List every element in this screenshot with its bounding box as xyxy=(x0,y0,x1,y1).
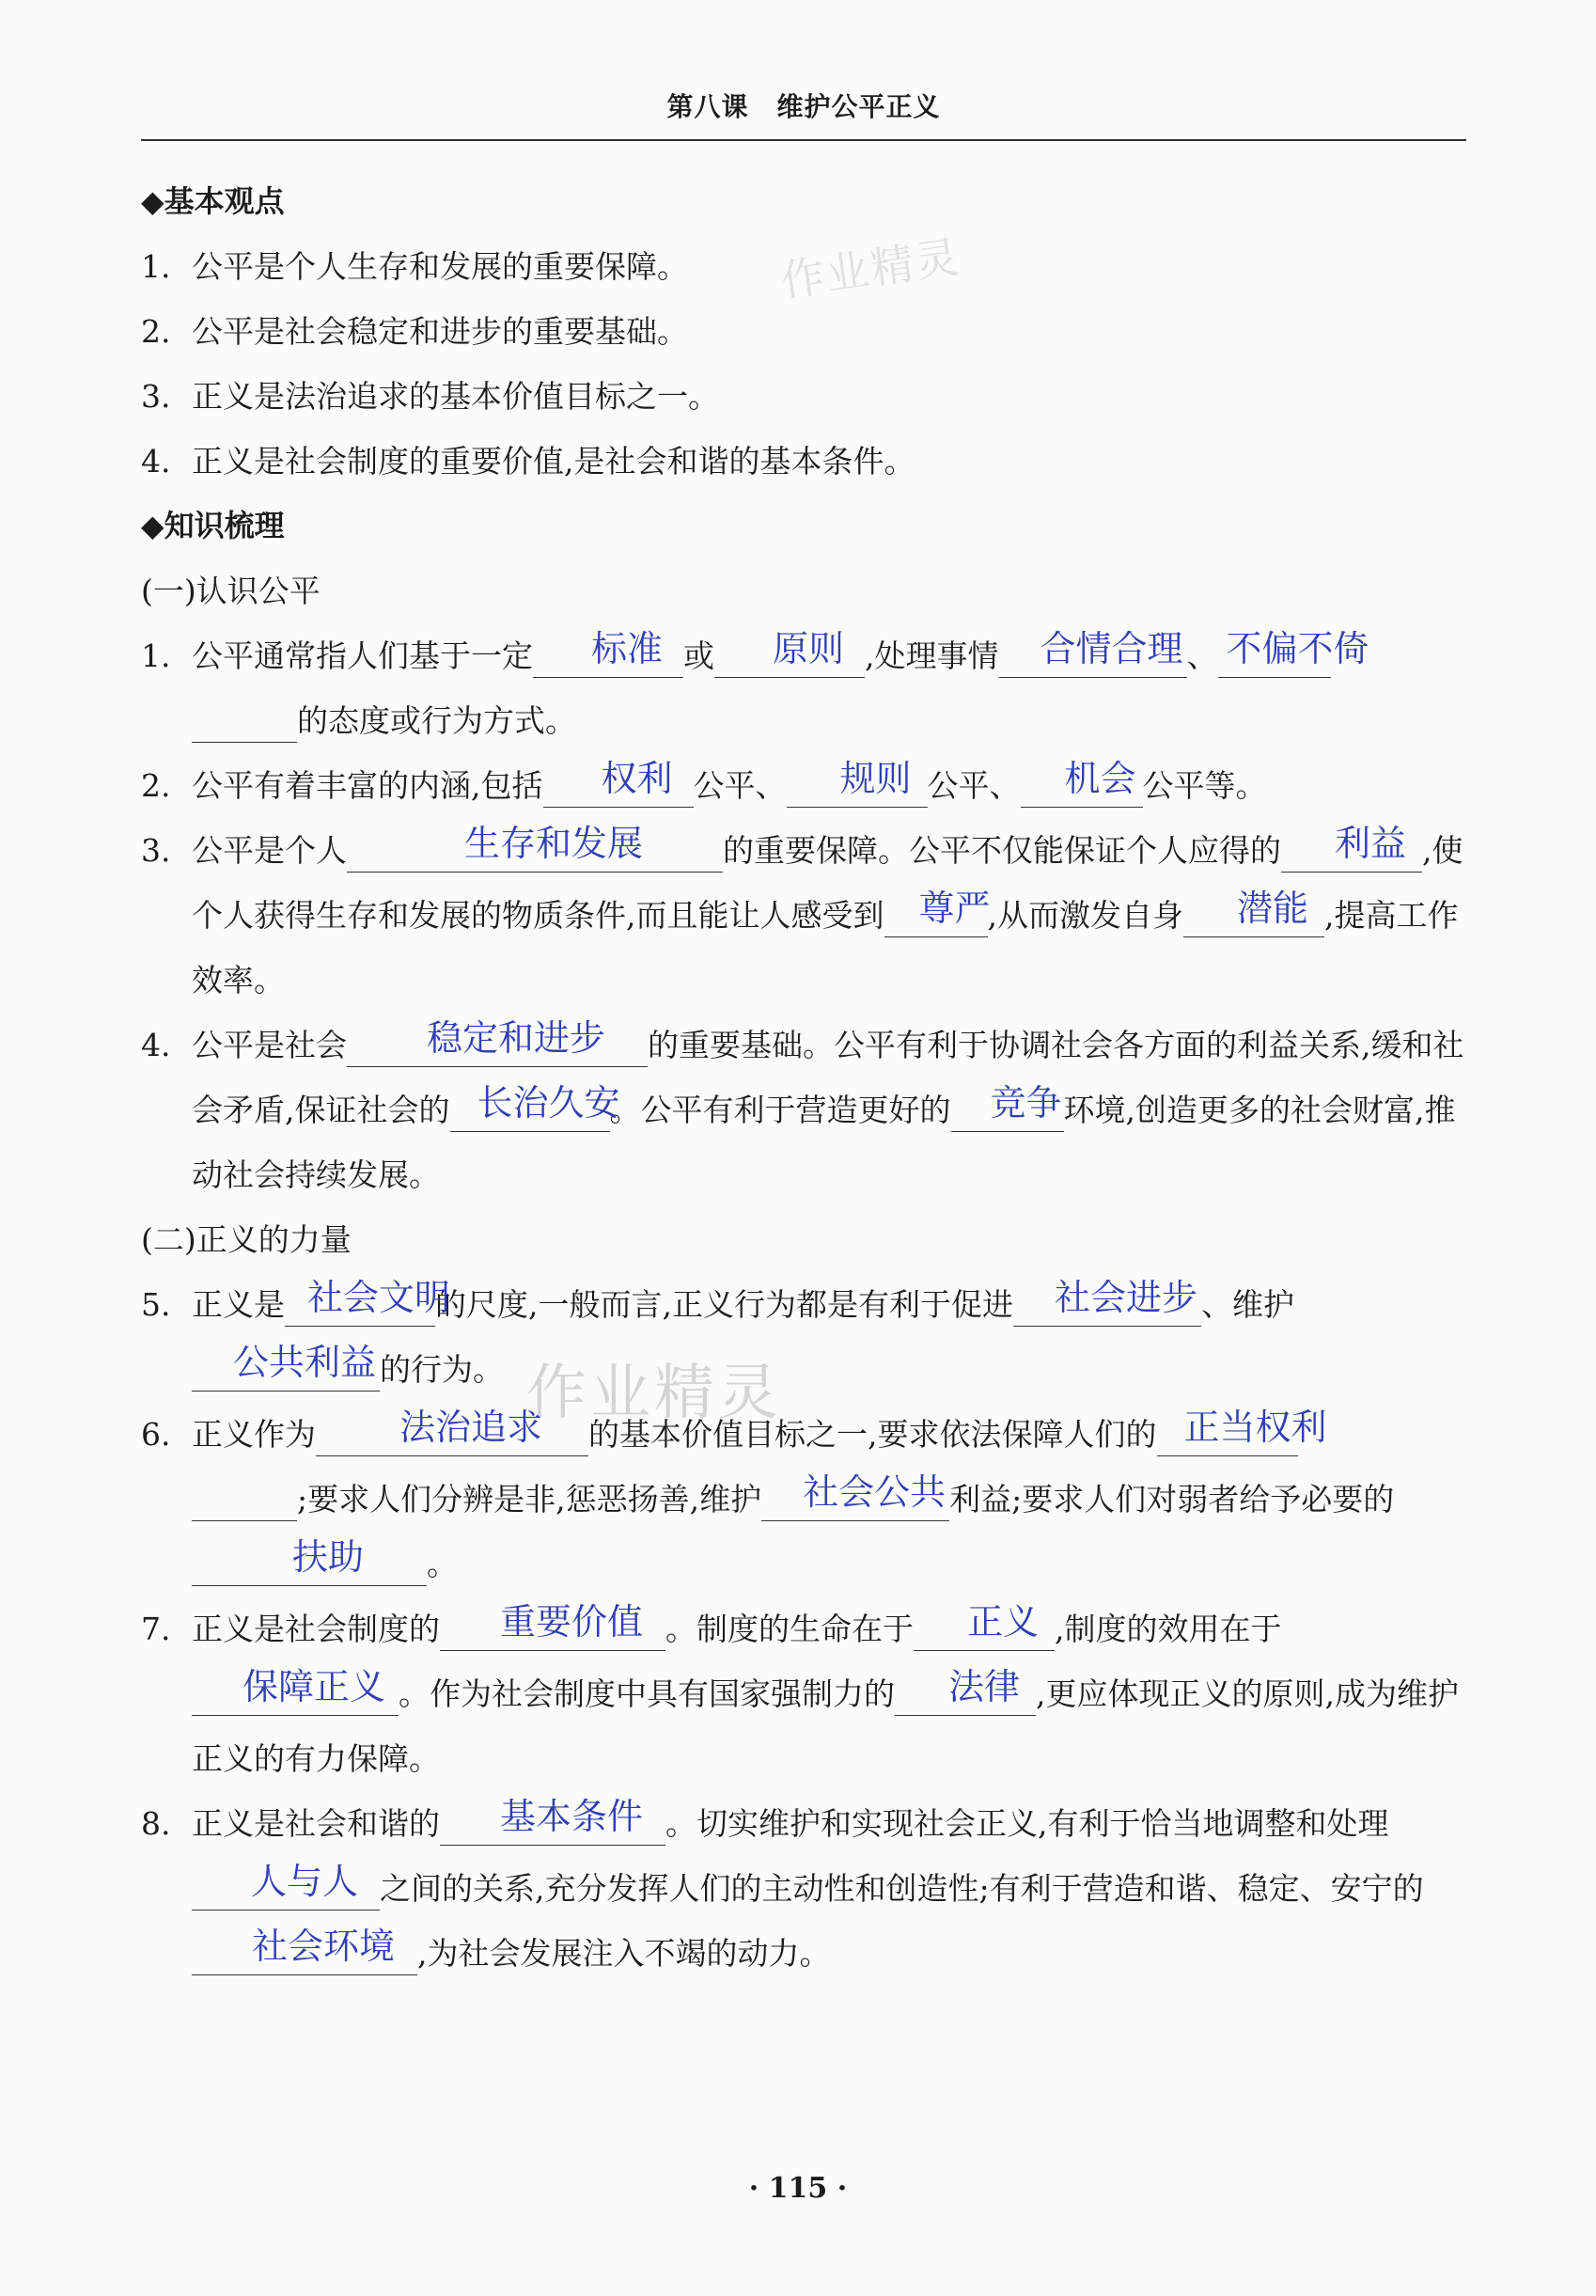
handwritten-answer: 不偏不倚 xyxy=(1226,628,1369,669)
handwritten-answer: 利益 xyxy=(1334,823,1406,864)
question-8: 8. 正义是社会和谐的 基本条件 。切实维护和实现社会正义,有利于恰当地调整和处理 人与人 之间的关系,充分发挥人们的主动性和创造性;有利于营造和谐、稳定、安宁的 社会环境 ,为社会发展注入不竭的动力。 xyxy=(141,1791,1466,1986)
lesson-title: 维护公平正义 xyxy=(776,91,941,122)
basic-item: 2. 公平是社会稳定和进步的重要基础。 xyxy=(141,313,688,350)
question-1: 1. 公平通常指人们基于一定 标准 或 原则 ,处理事情 合情合理 、 不偏不倚 的态度或行为方式。 xyxy=(141,623,1466,753)
answer-blank xyxy=(285,1277,450,1327)
handwritten-answer: 法治追求 xyxy=(399,1407,542,1448)
answer-blank xyxy=(761,1473,949,1521)
handwritten-answer: 正义 xyxy=(966,1601,1039,1643)
handwritten-answer: 权利 xyxy=(601,758,673,799)
answer-blank xyxy=(914,1603,1055,1651)
handwritten-answer: 法律 xyxy=(947,1666,1020,1707)
answer-blank xyxy=(895,1668,1036,1716)
answer-blank xyxy=(192,1668,399,1716)
handwritten-answer: 基本条件 xyxy=(499,1796,643,1837)
watermark: 作业精灵 xyxy=(526,1359,782,1428)
answer-blank xyxy=(192,1863,380,1911)
page-header xyxy=(141,86,1466,124)
answer-blank-continued xyxy=(192,695,297,743)
question-2: 2. 公平有着丰富的内涵,包括 权利 公平、 规则 公平、 机会 公平等。 xyxy=(141,753,1466,818)
page-number: · 115 · xyxy=(748,2172,848,2205)
handwritten-answer: 潜能 xyxy=(1236,888,1308,929)
answer-blank xyxy=(316,1408,588,1456)
handwritten-answer: 社会文明 xyxy=(306,1277,450,1318)
page-content xyxy=(141,169,1466,1986)
answer-blank xyxy=(533,630,683,678)
handwritten-answer: 社会进步 xyxy=(1054,1277,1197,1318)
answer-blank xyxy=(714,630,865,678)
handwritten-answer: 合情合理 xyxy=(1040,628,1183,669)
handwritten-answer: 原则 xyxy=(772,628,844,669)
answer-blank xyxy=(450,1082,620,1132)
handwritten-answer: 社会公共 xyxy=(803,1471,947,1513)
handwritten-answer: 稳定和进步 xyxy=(426,1017,605,1059)
question-3: 3. 公平是个人 生存和发展 的重要保障。公平不仅能保证个人应得的 利益 ,使个人获得生存和发展的物质条件,而且能让人感受到 尊严 ,从而激发自身 潜能 ,提高工作效率。 xyxy=(141,823,1463,999)
handwritten-answer: 保障正义 xyxy=(242,1666,385,1707)
answer-blank xyxy=(347,825,723,873)
answer-blank xyxy=(1021,760,1143,808)
question-5: 5. 正义是 社会文明 的尺度,一般而言,正义行为都是有利于促进 社会进步 、维护 公共利益 的行为。 xyxy=(141,1272,1466,1402)
answer-blank xyxy=(440,1798,665,1846)
answer-blank xyxy=(1281,825,1422,873)
answer-blank xyxy=(192,1538,427,1586)
handwritten-answer: 社会环境 xyxy=(251,1926,395,1967)
answer-blank xyxy=(440,1603,665,1651)
answer-blank xyxy=(192,1344,380,1392)
question-4: 4. 公平是社会 稳定和进步 的重要基础。公平有利于协调社会各方面的利益关系,缓和社会矛盾,保证社会的 长治久安 。公平有利于营造更好的 竞争 环境,创造更多的社会财富,推动社会持续发展。 xyxy=(141,1017,1464,1193)
handwritten-answer: 人与人 xyxy=(250,1861,358,1902)
handwritten-answer: 标准 xyxy=(590,628,663,669)
answer-blank xyxy=(1183,889,1324,937)
handwritten-answer: 正当权利 xyxy=(1183,1407,1327,1448)
answer-blank xyxy=(347,1019,648,1067)
handwritten-answer: 竞争 xyxy=(990,1082,1062,1124)
answer-blank xyxy=(543,760,694,808)
answer-blank xyxy=(951,1084,1064,1132)
handwritten-answer: 生存和发展 xyxy=(463,823,643,864)
question-7: 7. 正义是社会制度的 重要价值 。制度的生命在于 正义 ,制度的效用在于 保障正义 。作为社会制度中具有国家强制力的 法律 ,更应体现正义的原则,成为维护正义的有力保障。 xyxy=(141,1601,1459,1777)
handwritten-answer: 扶助 xyxy=(291,1536,364,1578)
handwritten-answer: 机会 xyxy=(1064,758,1136,799)
handwritten-answer: 长治久安 xyxy=(477,1082,620,1124)
basic-item: 3. 正义是法治追求的基本价值目标之一。 xyxy=(141,378,719,415)
answer-blank xyxy=(1157,1407,1327,1456)
question-6: 6. 正义作为 法治追求 的基本价值目标之一,要求依法保障人们的 正当权利 ;要求人们分辨是非,惩恶扬善,维护 社会公共 利益;要求人们对弱者给予必要的 扶助 。 xyxy=(141,1402,1466,1596)
subsection-fairness: (一)认识公平 xyxy=(141,573,321,609)
basic-item: 4. 正义是社会制度的重要价值,是社会和谐的基本条件。 xyxy=(141,443,915,480)
watermark-faint: 作业精灵 xyxy=(777,230,964,307)
handwritten-answer: 重要价值 xyxy=(499,1601,643,1643)
handwritten-answer: 尊严 xyxy=(918,888,991,929)
answer-blank xyxy=(787,760,928,808)
answer-blank xyxy=(1013,1279,1201,1327)
answer-blank xyxy=(1218,628,1369,678)
subsection-justice: (二)正义的力量 xyxy=(141,1221,352,1258)
lesson-number: 第八课 xyxy=(666,91,749,122)
answer-blank xyxy=(999,630,1187,678)
answer-blank-continued xyxy=(192,1473,297,1521)
answer-blank xyxy=(884,888,991,937)
handwritten-answer: 规则 xyxy=(839,758,912,799)
handwritten-answer: 公共利益 xyxy=(232,1342,376,1383)
header-rule xyxy=(141,139,1466,141)
answer-blank xyxy=(192,1927,417,1975)
basic-heading: ◆基本观点 xyxy=(141,183,285,219)
basic-item: 1. 公平是个人生存和发展的重要保障。 xyxy=(141,248,688,285)
knowledge-heading: ◆知识梳理 xyxy=(141,508,285,543)
